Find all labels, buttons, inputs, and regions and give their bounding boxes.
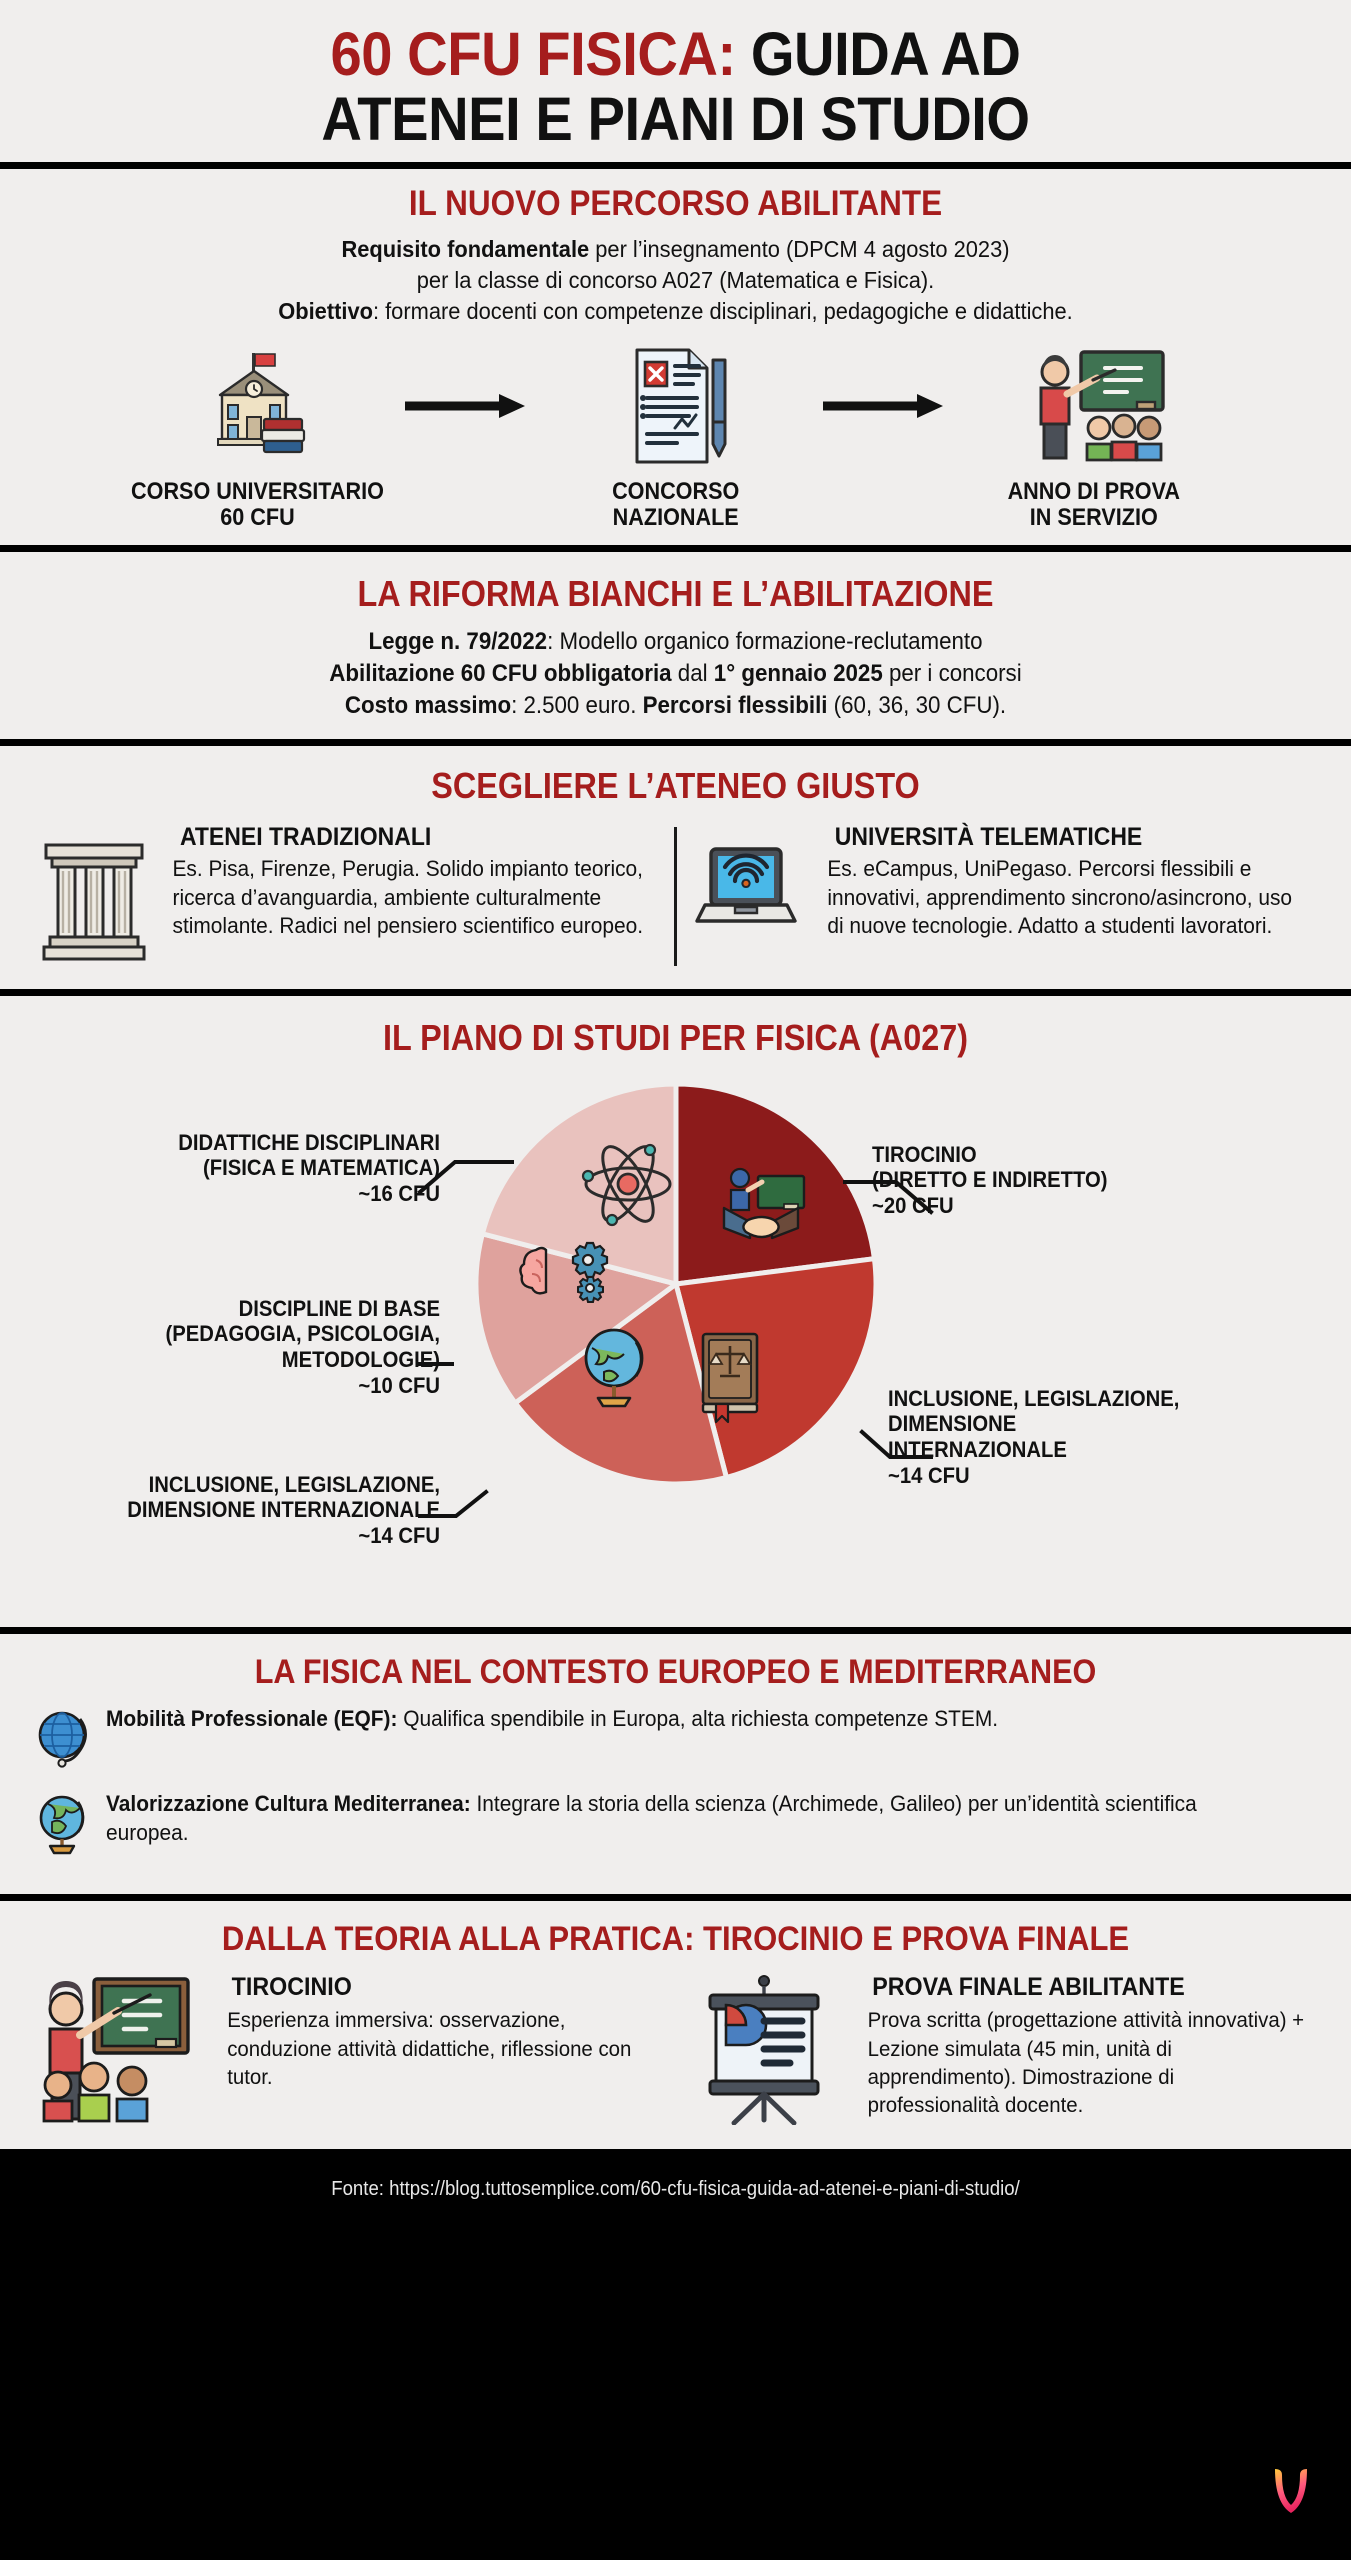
percorso-line-3-rest: : formare docenti con competenze disciplinari, pedagogiche e didattiche. [372, 298, 1073, 325]
section-contesto-europeo [0, 1634, 1351, 1901]
pie-label-didattiche-value: ~16 CFU [358, 1181, 440, 1207]
source-url: Fonte: https://blog.tuttosemplice.com/60-cfu-fisica-guida-ad-atenei-e-piani-di-studio/ [331, 2178, 1020, 2201]
pie-label-discipline-l2: (PEDAGOGIA, PSICOLOGIA, [165, 1321, 440, 1347]
ateneo-tradizionali-title: ATENEI TRADIZIONALI [179, 823, 432, 852]
riforma-line-3 [75, 690, 1276, 722]
europa-bullet-1-rest: Qualifica spendibile in Europa, alta richiesta competenze STEM. [397, 1706, 999, 1732]
pie-label-inclusione-right [888, 1386, 1266, 1489]
flow-step-1-label-line2: 60 CFU [220, 504, 295, 532]
pratica-columns [0, 1973, 1351, 2130]
section-heading-europa: LA FISICA NEL CONTESTO EUROPEO E MEDITERRANEO [254, 1652, 1097, 1691]
riforma-line-2-mid: dal [671, 659, 714, 687]
europa-bullet-list [0, 1691, 1351, 1883]
section-heading-piano: IL PIANO DI STUDI PER FISICA (A027) [382, 1017, 969, 1059]
flow-step-1-label [131, 479, 384, 533]
section-heading-riforma: LA RIFORMA BIANCHI E L’ABILITAZIONE [357, 573, 994, 615]
riforma-line-2-end: per i concorsi [882, 659, 1022, 687]
flow-step-2-label [612, 479, 739, 533]
pie-label-didattiche-l1: DIDATTICHE DISCIPLINARI [178, 1129, 440, 1155]
pie-label-didattiche [125, 1130, 440, 1207]
pie-label-inclusione-left [85, 1472, 441, 1549]
ateneo-telematiche-title: UNIVERSITÀ TELEMATICHE [835, 823, 1143, 852]
ateneo-col-telematiche [677, 823, 1323, 970]
section-piano-di-studi [0, 996, 1351, 1634]
pratica-tirocinio-text [216, 1973, 664, 2091]
pie-label-tirocinio-l2: (DIRETTO E INDIRETTO) [872, 1167, 1108, 1193]
pratica-col-prova-finale [676, 1973, 1332, 2130]
percorso-line-1-bold: Requisito fondamentale [341, 235, 590, 262]
europa-bullet-2-rest: Integrare la storia della scienza (Archimede, Galileo) per un’identità scientifica europea. [106, 1791, 1197, 1845]
page-title-highlight: 60 CFU FISICA: [330, 20, 736, 88]
presentation-chart-icon [688, 1973, 840, 2130]
pratica-tirocinio-body: Esperienza immersiva: osservazione, conduzione attività didattiche, riflessione con tutor. [227, 2008, 632, 2089]
section-heading-ateneo: SCEGLIERE L’ATENEO GIUSTO [431, 764, 920, 806]
footer [0, 2156, 1351, 2560]
percorso-line-3 [75, 296, 1276, 327]
flow-step-2-label-line1: CONCORSO [611, 477, 740, 505]
flow-step-3-label-line2: IN SERVIZIO [1029, 504, 1158, 532]
section-heading-pratica: DALLA TEORIA ALLA PRATICA: TIROCINIO E PROVA FINALE [221, 1920, 1130, 1959]
section-heading-percorso: IL NUOVO PERCORSO ABILITANTE [408, 184, 943, 224]
riforma-paragraph [75, 626, 1276, 722]
teacher-class-icon [32, 1973, 200, 2128]
flow-step-3-label [1007, 479, 1179, 533]
riforma-line-2 [75, 658, 1276, 690]
ateneo-comparison [0, 823, 1351, 970]
section-scegliere-ateneo [0, 746, 1351, 997]
pratica-tirocinio-title: TIROCINIO [231, 1973, 352, 2002]
page-title-rest: GUIDA AD [735, 20, 1021, 88]
flow-diagram [30, 344, 1321, 533]
page-title-line-1 [82, 22, 1270, 87]
pie-label-incl-r-l1: INCLUSIONE, LEGISLAZIONE, [888, 1385, 1180, 1411]
percorso-line-1 [75, 234, 1276, 265]
percorso-line-2: per la classe di concorso A027 (Matematica e Fisica). [416, 267, 935, 294]
ateneo-col-tradizionali-text [160, 823, 660, 941]
pie-label-discipline-base [98, 1296, 440, 1399]
pie-label-incl-r-l2: DIMENSIONE [888, 1411, 1017, 1437]
pratica-prova-title: PROVA FINALE ABILITANTE [871, 1973, 1185, 2002]
riforma-line-1-rest: : Modello organico formazione-reclutamento [547, 627, 983, 655]
flow-step-anno-di-prova [960, 344, 1228, 533]
globe-grid-icon [36, 1705, 90, 1774]
riforma-line-1-bold: Legge n. 79/2022 [368, 627, 548, 655]
pratica-prova-body: Prova scritta (progettazione attività innovativa) + Lezione simulata (45 min, unità di apprendimento). Dimostrazione di professionalità docente. [867, 2008, 1304, 2118]
flow-arrow-1 [392, 344, 542, 469]
ateneo-tradizionali-body: Es. Pisa, Firenze, Perugia. Solido impianto teorico, ricerca d’avanguardia, ambiente culturalmente stimolante. Radici nel pensiero scientifico europeo. [172, 856, 644, 939]
pie-label-tirocinio-l1: TIROCINIO [872, 1141, 977, 1167]
exam-document-pen-icon [617, 344, 735, 469]
page-title-line-2: ATENEI E PIANI DI STUDIO [321, 84, 1030, 153]
riforma-line-3-end: (60, 36, 30 CFU). [827, 691, 1007, 719]
pie-label-tirocinio-value: ~20 CFU [872, 1193, 954, 1219]
europa-bullet-2-bold: Valorizzazione Cultura Mediterranea: [106, 1791, 471, 1817]
section-teoria-pratica [0, 1901, 1351, 2156]
title-band [0, 0, 1351, 169]
list-item [36, 1705, 1315, 1774]
globe-stand-icon [36, 1790, 90, 1861]
venngage-logo[interactable] [1269, 2465, 1313, 2526]
flow-arrow-2 [810, 344, 960, 469]
percorso-paragraph [75, 234, 1276, 328]
pratica-col-tirocinio [20, 1973, 676, 2130]
pie-label-incl-r-l3: INTERNAZIONALE [888, 1437, 1067, 1463]
pie-label-didattiche-l2: (FISICA E MATEMATICA) [203, 1155, 440, 1181]
pie-label-incl-l-value: ~14 CFU [358, 1523, 440, 1549]
laptop-wifi-icon [691, 823, 801, 952]
pie-label-discipline-l3: METODOLOGIE) [281, 1347, 440, 1373]
flow-step-3-label-line1: ANNO DI PROVA [1007, 477, 1180, 505]
teacher-blackboard-students-icon [1019, 344, 1169, 469]
flow-step-1-label-line1: CORSO UNIVERSITARIO [131, 477, 384, 505]
pie-label-discipline-l1: DISCIPLINE DI BASE [238, 1295, 440, 1321]
ateneo-col-telematiche-text [815, 823, 1309, 941]
europa-bullet-1-bold: Mobilità Professionale (EQF): [106, 1706, 398, 1732]
list-item [36, 1790, 1315, 1861]
pie-chart [0, 1064, 1351, 1624]
pie-label-incl-r-value: ~14 CFU [888, 1462, 970, 1488]
flow-step-corso-universitario [124, 344, 392, 533]
europa-bullet-1-text [106, 1705, 998, 1734]
riforma-line-3-bold-b: Percorsi flessibili [642, 691, 828, 719]
flow-step-concorso-nazionale [542, 344, 810, 533]
pie-label-incl-l-l2: DIMENSIONE INTERNAZIONALE [127, 1497, 440, 1523]
ateneo-telematiche-body: Es. eCampus, UniPegaso. Percorsi flessibili e innovativi, apprendimento sincrono/asincrono, uso di nuove tecnologie. Adatto a studenti lavoratori. [827, 856, 1293, 939]
classical-columns-icon [42, 823, 146, 970]
pie-label-discipline-value: ~10 CFU [358, 1372, 440, 1398]
pie-label-tirocinio [872, 1142, 1232, 1219]
section-riforma-bianchi [0, 552, 1351, 745]
flow-step-2-label-line2: NAZIONALE [612, 504, 739, 532]
ateneo-col-tradizionali [28, 823, 674, 970]
riforma-line-3-bold-a: Costo massimo [344, 691, 512, 719]
school-building-icon [192, 344, 324, 469]
riforma-line-1 [75, 626, 1276, 658]
riforma-line-3-mid: : 2.500 euro. [511, 691, 643, 719]
section-nuovo-percorso [0, 169, 1351, 552]
europa-bullet-2-text [106, 1790, 1255, 1847]
pratica-prova-text [856, 1973, 1320, 2120]
percorso-line-3-bold: Obiettivo [278, 298, 373, 325]
riforma-line-2-bold-b: 1° gennaio 2025 [713, 659, 883, 687]
riforma-line-2-bold-a: Abilitazione 60 CFU obbligatoria [329, 659, 672, 687]
percorso-line-1-rest: per l’insegnamento (DPCM 4 agosto 2023) [589, 235, 1010, 262]
pie-label-incl-l-l1: INCLUSIONE, LEGISLAZIONE, [148, 1471, 440, 1497]
